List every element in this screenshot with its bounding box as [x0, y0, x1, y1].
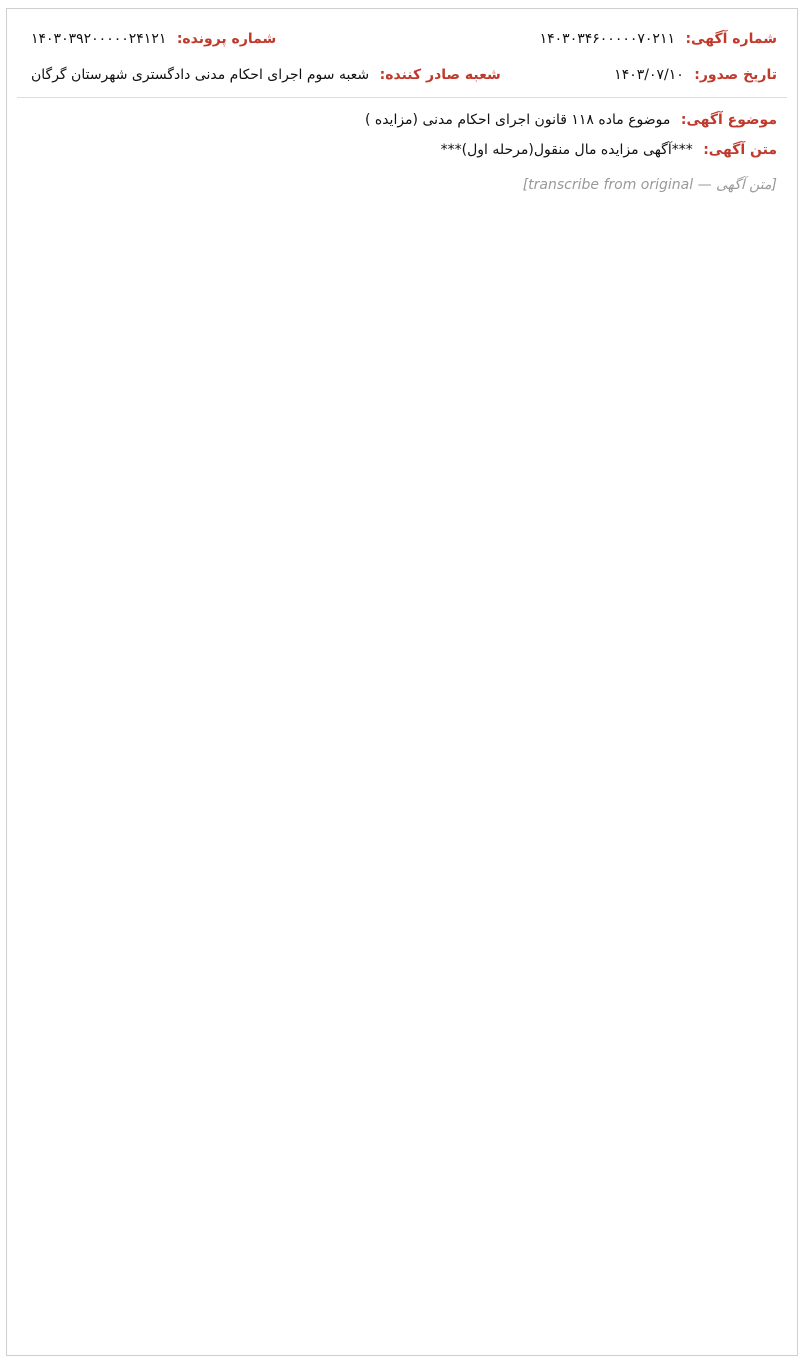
issuer [31, 67, 501, 83]
issuer-value: شعبه سوم اجرای احکام مدنی دادگستری شهرستان گرگان [31, 67, 370, 83]
notice-frame [6, 8, 798, 1356]
subject-value: موضوع ماده ۱۱۸ قانون اجرای احکام مدنی (مزایده ) [364, 112, 671, 128]
subject [7, 98, 797, 128]
notice-body-placeholder: [متن آگهی — transcribe from original] [522, 177, 777, 193]
case-number-label: شماره پرونده: [176, 31, 277, 47]
text-label: متن آگهی: [703, 142, 777, 158]
case-number-value: ۱۴۰۳۰۳۹۲۰۰۰۰۰۲۴۱۲۱ [31, 31, 167, 47]
header-row-2 [7, 47, 797, 83]
subject-label: موضوع آگهی: [680, 112, 777, 128]
header-row-1 [7, 9, 797, 47]
text-heading [7, 128, 797, 158]
issue-date [614, 67, 777, 83]
notice-body [7, 158, 797, 199]
issuer-label: شعبه صادر کننده: [379, 67, 501, 83]
notice-number-label: شماره آگهی: [685, 31, 777, 47]
text-title: ***آگهی مزایده مال منقول(مرحله اول)*** [440, 142, 693, 158]
case-number [31, 31, 276, 47]
issue-date-label: تاریخ صدور: [694, 67, 777, 83]
notice-number-value: ۱۴۰۳۰۳۴۶۰۰۰۰۰۷۰۲۱۱ [539, 31, 675, 47]
issue-date-value: ۱۴۰۳/۰۷/۱۰ [614, 67, 684, 83]
notice-number [540, 31, 777, 47]
